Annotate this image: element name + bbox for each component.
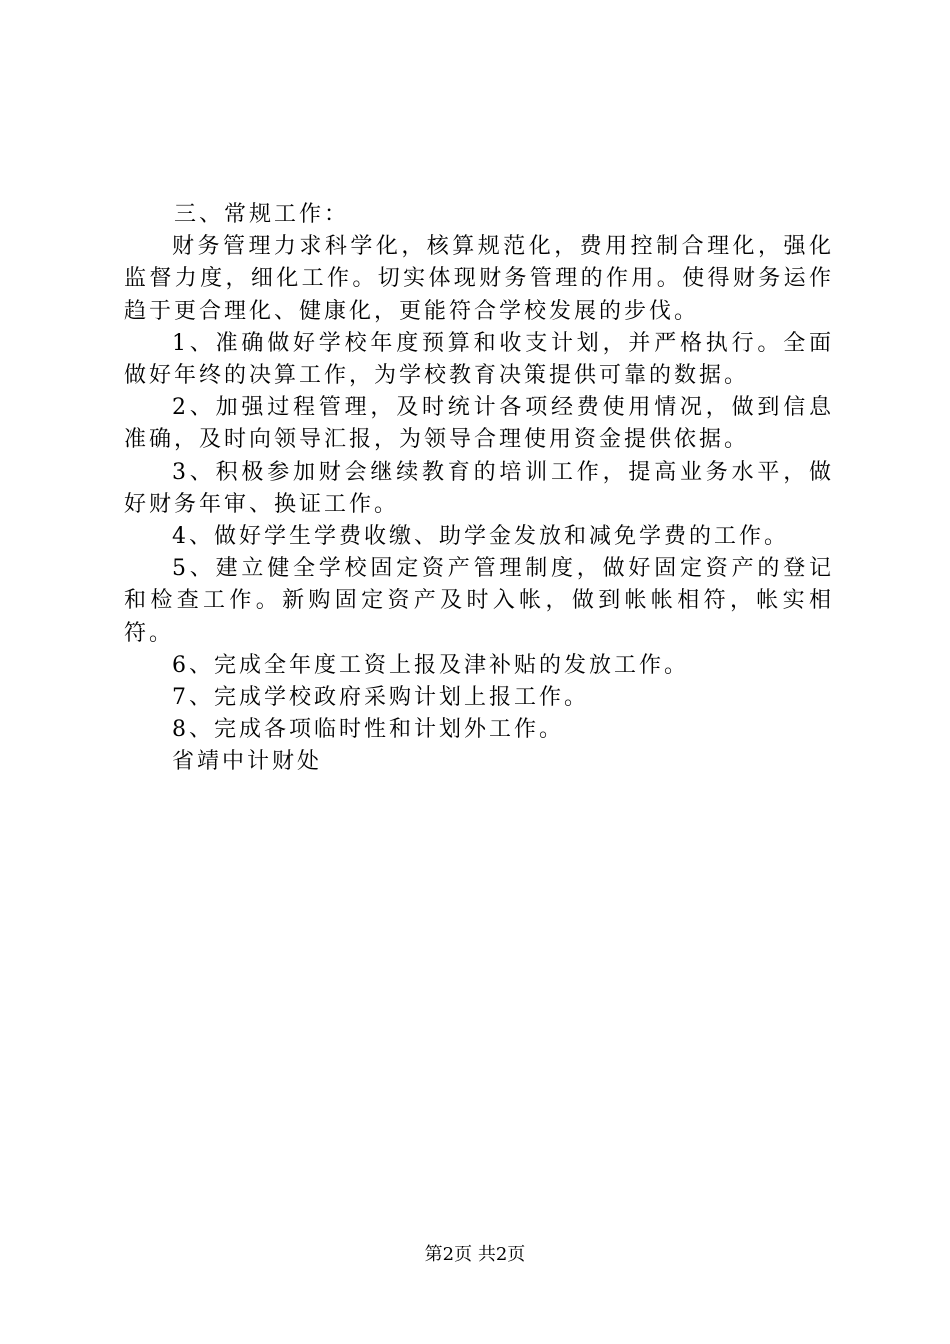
document-body — [124, 199, 834, 779]
page-number-label: 第2页 共2页 — [424, 1244, 526, 1265]
list-item-5: 5、建立健全学校固定资产管理制度，做好固定资产的登记和检查工作。新购固定资产及时入帐，做到帐帐相符，帐实相符。 — [124, 556, 834, 646]
section-heading: 三、常规工作： — [174, 202, 350, 227]
list-item-7: 7、完成学校政府采购计划上报工作。 — [172, 685, 589, 711]
intro-paragraph: 财务管理力求科学化，核算规范化，费用控制合理化，强化监督力度，细化工作。切实体现财务管理的作用。使得财务运作趋于更合理化、健康化，更能符合学校发展的步伐。 — [124, 234, 834, 324]
list-item-8: 8、完成各项临时性和计划外工作。 — [172, 717, 564, 743]
page-footer — [0, 1243, 950, 1267]
list-item-6: 6、完成全年度工资上报及津补贴的发放工作。 — [172, 652, 689, 678]
signature: 省靖中计财处 — [172, 749, 323, 775]
list-item-2: 2、加强过程管理，及时统计各项经费使用情况，做到信息准确，及时向领导汇报，为领导合理使用资金提供依据。 — [124, 395, 834, 453]
list-item-1: 1、准确做好学校年度预算和收支计划，并严格执行。全面做好年终的决算工作，为学校教育决策提供可靠的数据。 — [124, 330, 834, 389]
list-item-3: 3、积极参加财会继续教育的培训工作，提高业务水平，做好财务年审、换证工作。 — [124, 459, 834, 517]
list-item-4: 4、做好学生学费收缴、助学金发放和减免学费的工作。 — [172, 524, 789, 550]
